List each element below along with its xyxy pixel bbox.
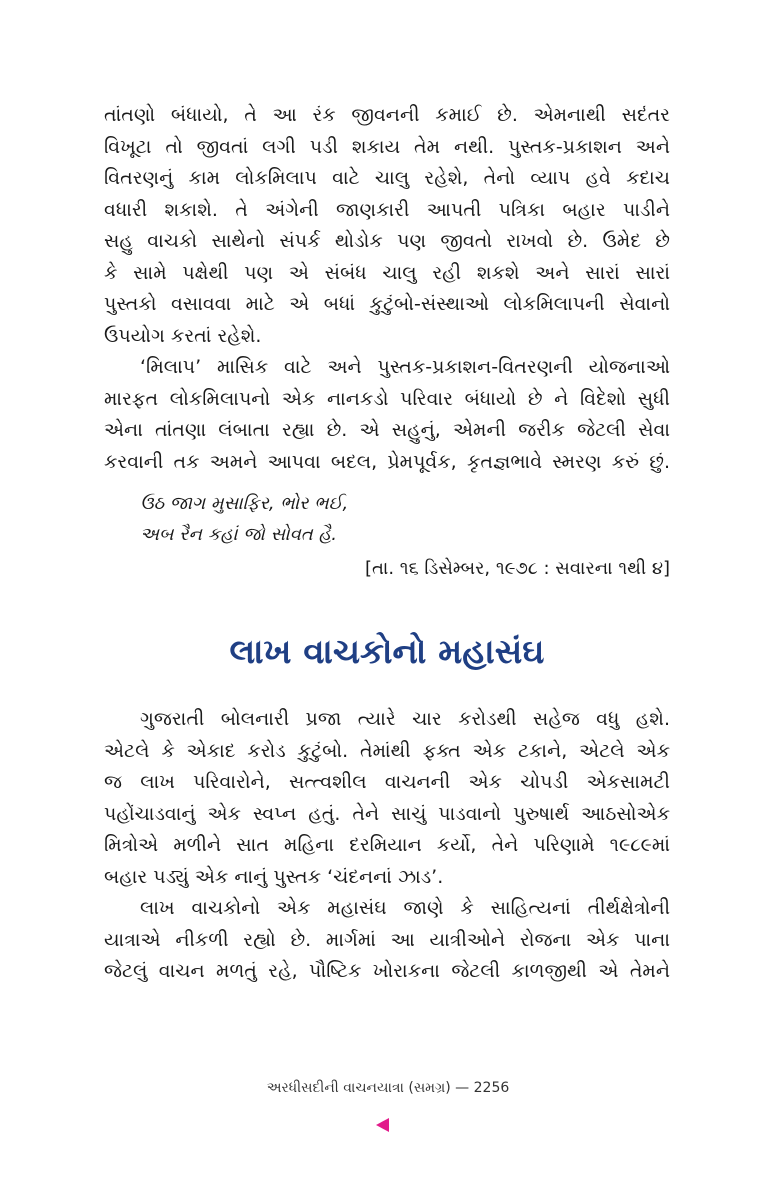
text-line: ઉપયોગ કરતાં રહેશે. <box>104 324 262 347</box>
section-title: લાખ વાચકોનો મહાસંઘ <box>229 632 545 672</box>
paragraph <box>104 893 670 988</box>
paragraph <box>104 352 670 478</box>
text-line: પહોંચાડવાનું એક સ્વપ્ન હતું. તેને સાચું પાડવાનો પુરુષાર્થ આઠસોએક <box>104 802 670 825</box>
text-line: વધારી શકાશે. તે અંગેની જાણકારી આપતી પત્રિકા બહાર પાડીને <box>104 198 670 221</box>
text-line: બહાર પડ્યું એક નાનું પુસ્તક ‘ચંદનનાં ઝાડ’. <box>104 865 444 888</box>
poem-line: અબ રૈન કહાં જો સોવત હૈ. <box>140 524 337 545</box>
page-footer: અરધીસદીની વાચનયાત્રા (સમગ્ર) — 2256 <box>266 1080 510 1096</box>
text-line: પુસ્તકો વસાવવા માટે એ બધાં કુટુંબો-સંસ્થાઓ લોકમિલાપની સેવાનો <box>104 293 670 315</box>
poem-line: ઉઠ જાગ મુસાફિર, ભોર ભઈ, <box>140 493 349 514</box>
text-line: ‘મિલાપ’ માસિક વાટે અને પુસ્તક-પ્રકાશન-વિતરણની યોજનાઓ <box>140 356 670 378</box>
poem <box>140 488 670 550</box>
text-line: સહુ વાચકો સાથેનો સંપર્ક થોડોક પણ જીવતો રાખવો છે. ઉમેદ છે <box>104 230 670 252</box>
page-content <box>104 100 670 988</box>
text-line: યાત્રાએ નીકળી રહ્યો છે. માર્ગમાં આ યાત્રીઓને રોજના એક પાના <box>104 928 670 951</box>
text-line: કે સામે પક્ષેથી પણ એ સંબંધ ચાલુ રહી શકશે અને સારાં સારાં <box>104 261 670 284</box>
text-line: મારફત લોકમિલાપનો એક નાનકડો પરિવાર બંધાયો છે ને વિદેશો સુધી <box>104 387 670 410</box>
text-line: વિખૂટા તો જીવતાં લગી પડી શકાય તેમ નથી. પુસ્તક-પ્રકાશન અને <box>104 135 670 158</box>
text-line: એના તાંતણા લંબાતા રહ્યા છે. એ સહુનું, એમની જરીક જેટલી સેવા <box>104 419 670 441</box>
text-line: જેટલું વાચન મળતું રહે, પૌષ્ટિક ખોરાકના જેટલી કાળજીથી એ તેમને <box>104 960 670 982</box>
triangle-left-icon[interactable] <box>376 1118 389 1132</box>
text-line: કરવાની તક અમને આપવા બદલ, પ્રેમપૂર્વક, કૃતજ્ઞભાવે સ્મરણ કરું છું. <box>104 450 670 473</box>
text-line: જ લાખ પરિવારોને, સત્ત્વશીલ વાચનની એક ચોપડી એકસામટી <box>104 771 670 793</box>
text-line: ગુજરાતી બોલનારી પ્રજા ત્યારે ચાર કરોડથી સહેજ વધુ હશે. <box>140 708 670 730</box>
paragraph <box>104 704 670 893</box>
text-line: તાંતણો બંધાયો, તે આ રંક જીવનની કમાઈ છે. એમનાથી સદંતર <box>104 104 670 126</box>
text-line: વિતરણનું કામ લોકમિલાપ વાટે ચાલુ રહેશે, તેનો વ્યાપ હવે કદાચ <box>104 167 670 189</box>
text-line: લાખ વાચકોનો એક મહાસંઘ જાણે કે સાહિત્યનાં તીર્થક્ષેત્રોની <box>140 897 670 919</box>
dateline: [તા. ૧૬ ડિસેમ્બર, ૧૯૭૮ : સવારના ૧થી ૪] <box>364 558 670 579</box>
paragraph <box>104 100 670 352</box>
text-line: એટલે કે એકાદ કરોડ કુટુંબો. તેમાંથી ફક્ત એક ટકાને, એટલે એક <box>104 739 670 762</box>
text-line: મિત્રોએ મળીને સાત મહિના દરમિયાન કર્યો, તેને પરિણામે ૧૯૮૯માં <box>104 834 670 856</box>
